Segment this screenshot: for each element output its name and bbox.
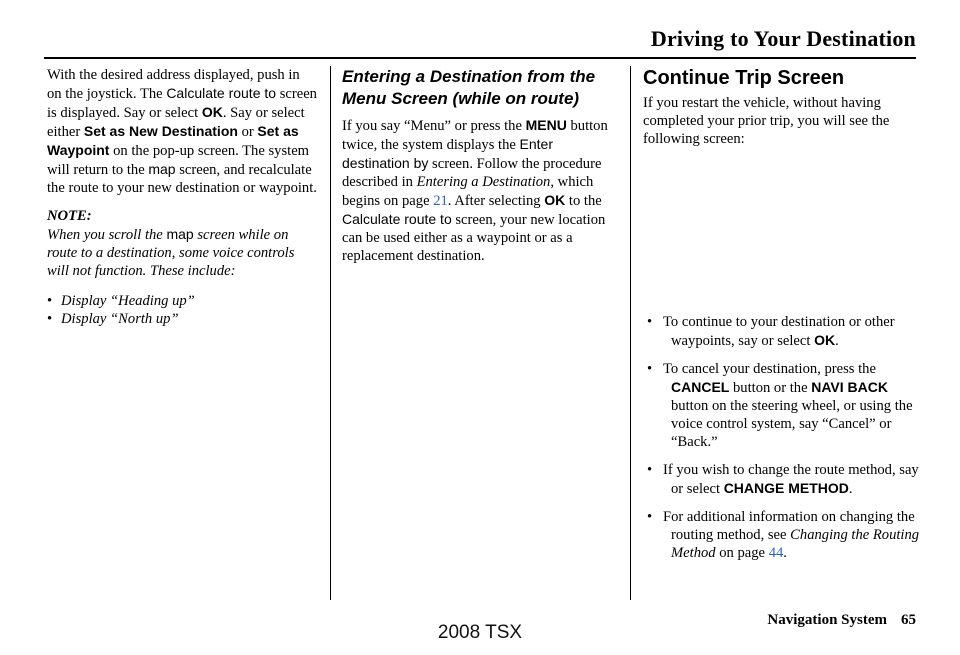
enter-destination-term: Enter destination by — [342, 136, 553, 171]
screen-image-placeholder — [643, 158, 923, 313]
watermark-text: 2008 TSX — [437, 622, 523, 643]
column-2 — [342, 66, 622, 275]
cancel-term: CANCEL — [671, 379, 730, 395]
page-link[interactable]: 44 — [768, 545, 784, 561]
list-item: • Display “North up” — [47, 310, 317, 328]
list-item: • To continue to your destination or other waypoints, say or select OK. — [643, 313, 923, 350]
cross-reference: Changing the Routing Method — [671, 527, 920, 561]
calculate-route-term: Calculate route to — [166, 85, 277, 101]
column-3 — [643, 66, 923, 572]
page-title: Driving to Your Destination — [650, 26, 916, 51]
note-label: NOTE: — [47, 208, 92, 224]
list-item: • To cancel your destination, press the CANCEL button or the NAVI BACK button on the steering wheel, or using the voice control system, say “Cancel” or “Back.” — [643, 360, 923, 451]
change-method-term: CHANGE METHOD — [723, 480, 849, 496]
set-new-destination-term: Set as New Destination — [83, 123, 238, 139]
page-link[interactable]: 21 — [433, 193, 448, 209]
menu-term: MENU — [525, 117, 567, 133]
intro-paragraph: If you restart the vehicle, without having completed your prior trip, you will see the following screen: — [643, 95, 890, 147]
cross-reference: Entering a Destination — [416, 174, 551, 190]
note-list — [47, 292, 317, 328]
menu-paragraph: If you say “Menu” or press the MENU button twice, the system displays the Enter destination by screen. Follow the procedure described in Entering a Destination, which begins on page 21. After selecting OK to the Calculate route to screen, your new location can be used either as a waypoint or as a replacement destination. — [342, 117, 608, 264]
list-item: • Display “Heading up” — [47, 292, 317, 310]
address-paragraph: With the desired address displayed, push in on the joystick. The Calculate route to screen is displayed. Say or select OK. Say or select either Set as New Destination or Set as Waypoint on the pop-up screen. The system will return to the map screen, and recalculate the route to your new destination or waypoint. — [47, 67, 317, 196]
navi-back-term: NAVI BACK — [811, 379, 888, 395]
set-waypoint-term: Set as Waypoint — [47, 123, 299, 158]
instruction-list — [643, 313, 923, 562]
calculate-route-term: Calculate route to — [342, 211, 452, 227]
list-item: • If you wish to change the route method, say or select CHANGE METHOD. — [643, 461, 923, 498]
column-divider — [330, 66, 331, 600]
page-number: 65 — [901, 612, 916, 628]
ok-term: OK — [544, 192, 566, 208]
column-1 — [47, 66, 317, 328]
section-heading: Continue Trip Screen — [643, 67, 845, 89]
header-rule — [44, 57, 916, 59]
section-name: Navigation System — [767, 612, 887, 628]
section-heading: Entering a Destination from the Menu Screen (while on route) — [342, 67, 596, 108]
map-term: map — [148, 161, 176, 177]
ok-term: OK — [814, 332, 836, 348]
column-divider — [630, 66, 631, 600]
map-term: map — [166, 226, 194, 242]
ok-term: OK — [201, 104, 223, 120]
note-block: NOTE: When you scroll the map screen while on route to a destination, some voice controls will not function. These include: — [47, 207, 317, 280]
list-item: • For additional information on changing the routing method, see Changing the Routing Method on page 44. — [643, 508, 923, 562]
